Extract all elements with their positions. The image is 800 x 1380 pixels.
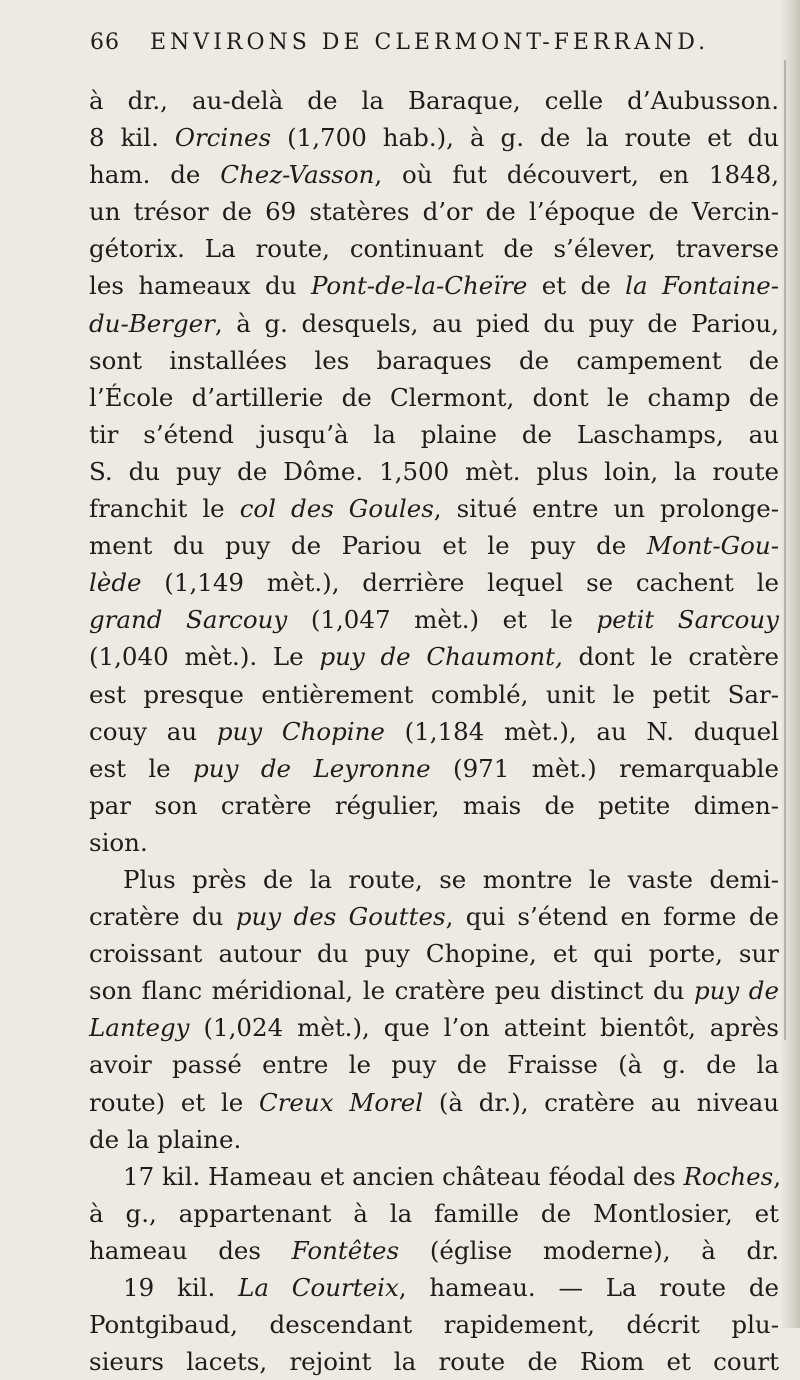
text-run: , qui s’étend en forme de [445,902,779,932]
running-title: ENVIRONS DE CLERMONT-FERRAND. [150,30,710,55]
text-run: à dr., au-delà de la Baraque, celle d’Aubusson. [89,86,779,115]
text-line [89,935,779,972]
italic-text: Orcines [174,123,272,153]
text-line [89,676,779,713]
text-run: , [773,1161,782,1191]
text-run: de la plaine. [89,1124,242,1154]
text-run: (1,149 mèt.), derrière lequel se cachent le [141,568,779,598]
text-run: ment du puy de Pariou et le puy de [89,531,647,561]
text-run: couy au [89,716,217,746]
text-run: à g., appartenant à la famille de Montlosier, et [89,1198,779,1228]
italic-text: lède [89,568,142,598]
text-line [89,1306,779,1343]
text-run: , à g. desquels, au pied du puy de Pariou, [214,308,779,338]
italic-text: Mont-Gou- [646,531,779,561]
text-run: sion. [89,827,148,857]
text-run: hameau des [89,1235,292,1265]
text-line [89,713,779,750]
italic-text: la Fontaine- [625,271,779,301]
text-run: (1,047 mèt.) et le [287,605,597,635]
body-text [89,82,782,1380]
text-run: sont installées les baraques de campement de [89,345,779,375]
text-run: et de [527,271,626,301]
text-run: cratère du [89,902,236,932]
text-run: (à dr.), cratère au niveau [423,1087,780,1117]
text-line [89,824,779,861]
text-run: (1,184 mèt.), au N. duquel [384,716,779,746]
text-run: ham. de [89,160,221,190]
italic-text: petit Sarcouy [596,605,779,635]
text-line [89,342,779,379]
text-run: dont le cratère [562,642,779,672]
text-run: , situé entre un prolonge- [433,494,779,524]
italic-text: puy de [693,976,779,1006]
text-run: tir s’étend jusqu’à la plaine de Laschamps, au [89,419,779,449]
text-line [89,1009,779,1046]
text-line [89,156,779,193]
text-run: 19 kil. [123,1273,239,1302]
text-run: , où fut découvert, en 1848, [374,160,779,190]
text-run: gétorix. La route, continuant de s’élever, traverse [89,234,779,264]
text-line [89,82,779,119]
italic-text: col des Goules [239,494,434,524]
italic-text: puy de Leyronne [193,753,431,783]
italic-text: Fontêtes [291,1235,400,1265]
text-line [89,601,779,638]
page-fold-line [784,60,786,1040]
text-run: (église moderne), à dr. [399,1235,780,1265]
italic-text: puy de Chaumont, [319,642,563,672]
text-line [89,193,779,230]
text-run: un trésor de 69 statères d’or de l’époque de Vercin- [89,197,779,227]
text-run: sieurs lacets, rejoint la route de Riom et court [89,1347,779,1377]
italic-text: Creux Morel [258,1087,424,1117]
italic-text: Pont-de-la-Cheïre [310,271,528,301]
text-run: avoir passé entre le puy de Fraisse (à g. de la [89,1050,779,1080]
italic-text: puy Chopine [216,716,385,746]
running-header [90,30,770,55]
text-run: l’École d’artillerie de Clermont, dont le champ de [89,382,779,412]
italic-text: du-Berger [89,308,215,338]
text-line [89,1343,779,1380]
text-line [89,416,779,453]
text-run: 17 kil. Hameau et ancien château féodal des [123,1161,684,1191]
text-line [89,1084,779,1121]
text-run: , hameau. — La route de [398,1273,779,1302]
italic-text: Lantegy [89,1013,190,1043]
text-line [89,527,779,564]
text-line [89,230,779,267]
text-run: les hameaux du [89,271,311,301]
text-run: franchit le [89,494,240,524]
text-run: par son cratère régulier, mais de petite dimen- [89,790,779,820]
text-line [89,379,779,416]
text-line [89,638,779,675]
text-line [89,1195,779,1232]
text-line [89,1121,779,1158]
text-run: croissant autour du puy Chopine, et qui porte, sur [89,939,779,969]
text-run: Pontgibaud, descendant rapidement, décrit plu- [89,1310,779,1340]
italic-text: grand Sarcouy [89,605,288,635]
text-line [89,490,779,527]
text-line [89,453,779,490]
italic-text: puy des Gouttes [235,902,446,932]
text-line [89,972,779,1009]
text-line [89,1046,779,1083]
page-number: 66 [90,30,120,55]
text-line [89,1158,782,1195]
text-run: route) et le [89,1087,259,1117]
text-run: son flanc méridional, le cratère peu distinct du [89,976,694,1006]
text-line [89,750,779,787]
text-run: 8 kil. [89,123,175,153]
text-run: (1,700 hab.), à g. de la route et du [271,123,779,153]
text-run: est le [89,753,194,783]
text-run: Plus près de la route, se montre le vaste demi- [123,864,779,894]
text-run: est presque entièrement comblé, unit le petit Sar- [89,679,779,709]
text-line [89,1232,779,1269]
italic-text: La Courteix [238,1273,399,1302]
text-line [89,861,779,898]
text-line [89,1269,779,1306]
text-line [89,267,779,304]
text-run: (1,040 mèt.). Le [89,642,320,672]
text-line [89,305,779,342]
text-line [89,564,779,601]
text-run: S. du puy de Dôme. 1,500 mèt. plus loin, la route [89,456,779,486]
text-line [89,787,779,824]
italic-text: Roches [683,1161,774,1191]
text-line [89,898,779,935]
text-line [89,119,779,156]
text-run: (971 mèt.) remarquable [430,753,779,783]
italic-text: Chez-Vasson [220,160,375,190]
text-run: (1,024 mèt.), que l’on atteint bientôt, après [189,1013,779,1043]
